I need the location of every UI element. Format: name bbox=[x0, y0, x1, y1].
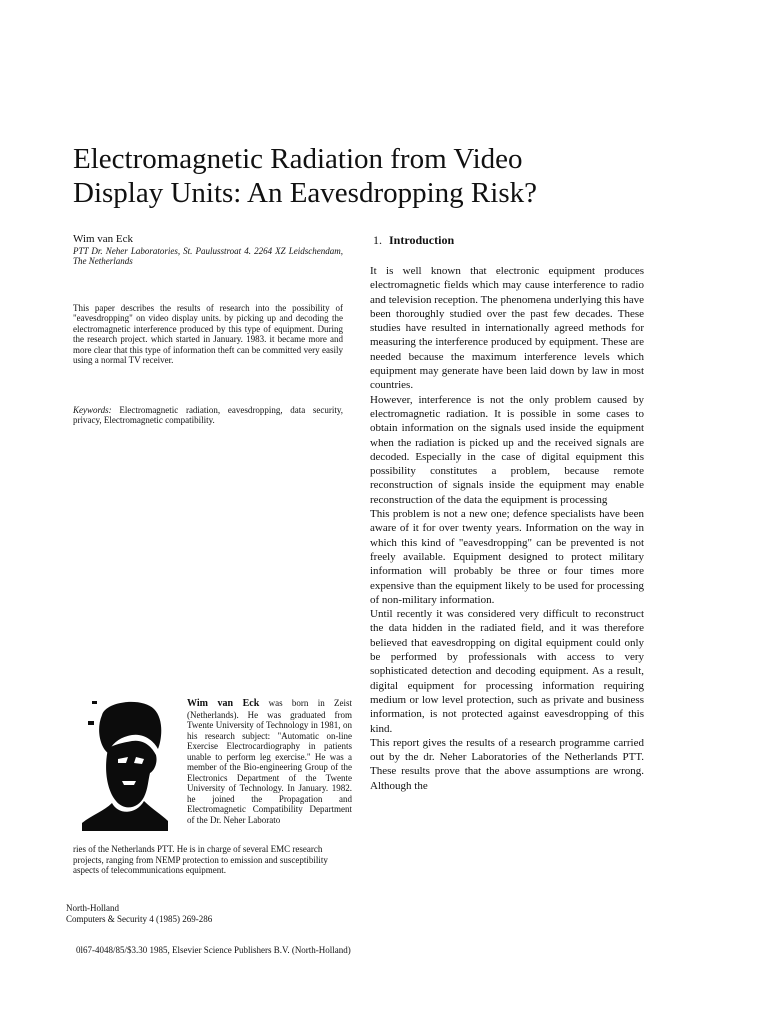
paper-title bbox=[73, 142, 633, 210]
bio-text-continued: ries of the Netherlands PTT. He is in charge of several EMC research projects, ranging from NEMP protection to emission and susceptibility aspects of telecommunications equipment. bbox=[73, 844, 328, 875]
section-heading bbox=[373, 233, 454, 248]
introduction-body bbox=[370, 264, 644, 793]
bio-name: Wim van Eck bbox=[187, 698, 260, 709]
keywords-text: Electromagnetic radiation, eavesdropping, data security, privacy, Electromagnetic compatibility. bbox=[73, 405, 344, 426]
paragraph: Until recently it was considered very difficult to reconstruct the data hidden in the radiated field, and it was therefore believed that eavesdropping on digital equipment could only be performed by professionals with access to very sophisticated detection and decoding equipment. As a result, digital equipment for processing information requiring medium or low level protection, such as private and business information, is not protected against eavesdropping of this kind. bbox=[370, 608, 644, 735]
author-name: Wim van Eck bbox=[73, 233, 134, 245]
paragraph: This problem is not a new one; defence specialists have been aware of it for over twenty years. Information on the way in which this kind of "eavesdropping" can be prevented is not freely available. Equipment designed to protect military information will probably be three or four times more expensive than the equipment likely to be used for processing of non-military information. bbox=[370, 508, 644, 606]
abstract: This paper describes the results of research into the possibility of "eavesdropping" on video display units. by picking up and decoding the electromagnetic interference produced by this type of equipment. During the research project. which started in January. 1983. it became more and more clear that this type of information theft can be committed very easily using a normal TV receiver. bbox=[73, 303, 343, 366]
author-portrait bbox=[82, 697, 168, 831]
bio-text-beside: was born in Zeist (Netherlands). He was graduated from Twente University of Technology in 1981, on his research subject: "Automatic on-line Exercise Electrocardiography in patients unable to perform leg exercise." He was a member of the Bio-engineering Group of the Electronics Department of the Twente University of Technology. In January. 1982. he joined the Propagation and Electromagnetic Compatibility Department of the Dr. Neher Laborato bbox=[187, 698, 352, 825]
portrait-speck bbox=[92, 701, 97, 704]
issn-line: 0l67-4048/85/$3.30 1985, Elsevier Science Publishers B.V. (North-Holland) bbox=[76, 945, 351, 955]
author-affiliation: PTT Dr. Neher Laboratories, St. Paulusstroat 4. 2264 XZ Leidschendam, The Netherlands bbox=[73, 246, 343, 266]
portrait-face bbox=[106, 741, 156, 808]
paragraph: It is well known that electronic equipment produces electromagnetic fields which may cause interference to radio and television reception. The phenomena underlying this have been thoroughly studied over the past few decades. These studies have resulted in internationally agreed methods for measuring the interference produced by equipment. These are needed because the maximum interference levels which equipment may generate have been laid down by law in most countries. bbox=[370, 265, 644, 392]
paragraph: This report gives the results of a research programme carried out by the dr. Neher Laboratories of the Netherlands PTT. These results prove that the above assumptions are wrong. Although the bbox=[370, 736, 644, 792]
publisher: North-Holland bbox=[66, 903, 119, 913]
section-title: Introduction bbox=[389, 233, 455, 247]
author-bio bbox=[187, 698, 352, 825]
section-number: 1. bbox=[373, 233, 382, 247]
keywords-label: Keywords: bbox=[73, 405, 112, 415]
portrait-speck bbox=[88, 721, 94, 725]
publication-info bbox=[66, 903, 212, 924]
keywords bbox=[73, 405, 343, 426]
paper-title-line-2: Display Units: An Eavesdropping Risk? bbox=[73, 177, 537, 209]
paper-title-line-1: Electromagnetic Radiation from Video bbox=[73, 143, 523, 175]
journal-citation: Computers & Security 4 (1985) 269-286 bbox=[66, 913, 213, 924]
paragraph: However, interference is not the only problem caused by electromagnetic radiation. It is possible in some cases to obtain information on the signals used inside the equipment when the radiation is picked up and the received signals are decoded. Especially in the case of digital equipment this possibility constitutes a problem, because remote reconstruction of signals inside the equipment may enable reconstruction of the data the equipment is processing bbox=[370, 393, 644, 506]
